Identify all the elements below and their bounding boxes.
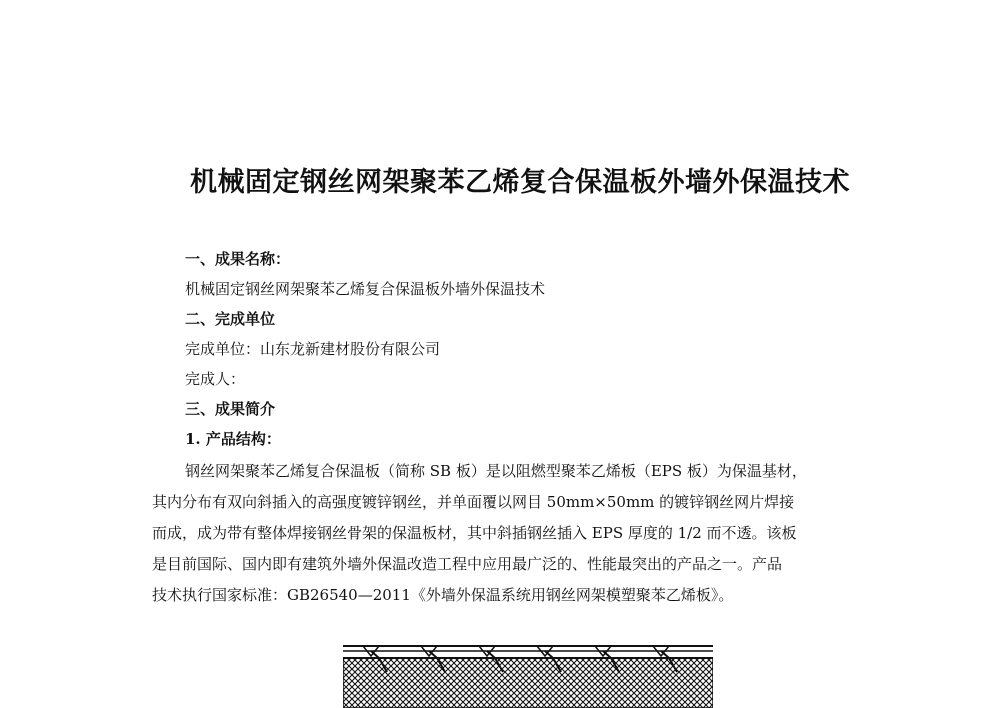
product-structure-heading: 1. 产品结构： bbox=[185, 430, 281, 448]
completion-unit: 完成单位：山东龙新建材股份有限公司 bbox=[185, 340, 441, 358]
product-structure-paragraph bbox=[152, 456, 912, 611]
sb-board-structure-diagram bbox=[343, 642, 713, 708]
document-body bbox=[152, 244, 912, 611]
paragraph-line: 其内分布有双向斜插入的高强度镀锌钢丝，并单面覆以网目 50mm×50mm 的镀锌钢丝网片焊接 bbox=[152, 493, 795, 511]
eps-board bbox=[343, 658, 713, 708]
paragraph-line: 是目前国际、国内即有建筑外墙外保温改造工程中应用最广泛的、性能最突出的产品之一。产品 bbox=[152, 555, 783, 573]
document-title: 机械固定钢丝网架聚苯乙烯复合保温板外墙外保温技术 bbox=[190, 167, 850, 198]
section-1-heading: 一、成果名称： bbox=[185, 250, 291, 268]
section-2-heading: 二、完成单位 bbox=[185, 310, 276, 328]
paragraph-line: 钢丝网架聚苯乙烯复合保温板（简称 SB 板）是以阻燃型聚苯乙烯板（EPS 板）为保温基材， bbox=[185, 462, 807, 480]
paragraph-line: 技术执行国家标准：GB26540—2011《外墙外保温系统用钢丝网架模塑聚苯乙烯板》。 bbox=[152, 586, 734, 604]
section-1-text: 机械固定钢丝网架聚苯乙烯复合保温板外墙外保温技术 bbox=[185, 280, 546, 298]
section-3-heading: 三、成果简介 bbox=[185, 400, 276, 418]
paragraph-line: 而成，成为带有整体焊接钢丝骨架的保温板材，其中斜插钢丝插入 EPS 厚度的 1/2 而不透。该板 bbox=[152, 524, 797, 542]
completion-person: 完成人： bbox=[185, 370, 246, 388]
